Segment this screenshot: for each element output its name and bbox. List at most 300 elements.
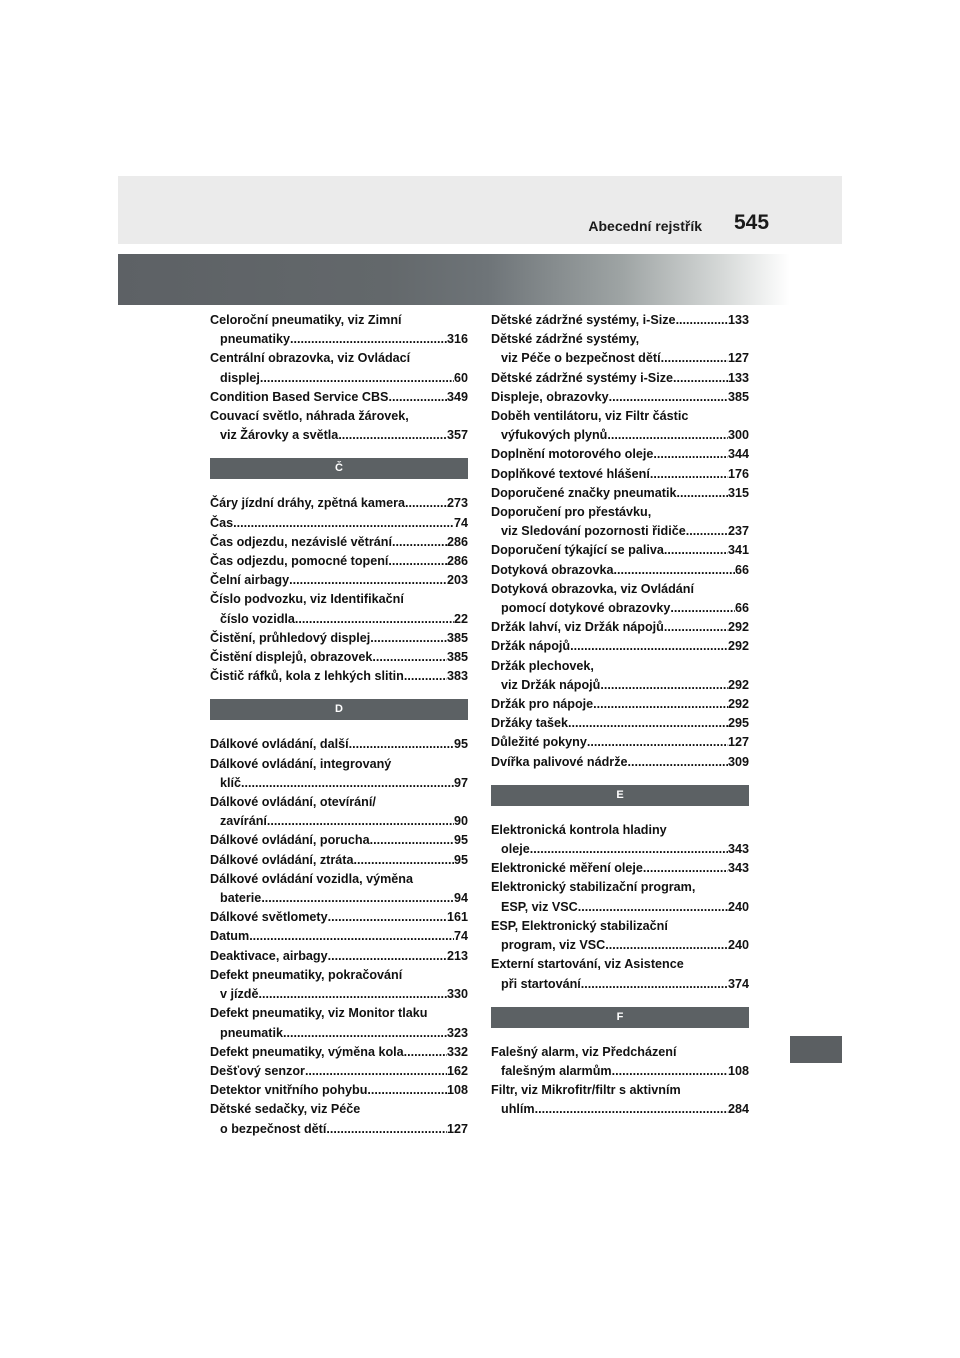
index-entry[interactable] <box>491 561 749 580</box>
entry-text: Čistění, průhledový displej <box>210 630 371 645</box>
index-entry[interactable] <box>210 1081 468 1100</box>
entry-line <box>210 1004 468 1023</box>
entry-text: Doplnění motorového oleje <box>491 447 654 462</box>
page-reference[interactable]: 108 <box>446 1083 468 1098</box>
page-reference[interactable]: 385 <box>446 650 468 665</box>
index-entry[interactable] <box>210 590 468 628</box>
index-entry[interactable] <box>210 494 468 513</box>
index-entry[interactable] <box>491 917 749 955</box>
index-entry[interactable] <box>491 445 749 464</box>
dot-leader <box>650 465 728 484</box>
entry-line <box>210 908 468 927</box>
dot-leader <box>261 889 454 908</box>
entry-line <box>491 599 749 618</box>
index-entry[interactable] <box>491 859 749 878</box>
page-reference[interactable]: 240 <box>727 938 749 953</box>
index-entry[interactable] <box>491 955 749 993</box>
entry-line <box>210 889 468 908</box>
dot-leader <box>233 514 454 533</box>
index-entry[interactable] <box>210 870 468 908</box>
entry-text: Dálkové světlomety <box>210 910 328 925</box>
entry-text: při startování <box>501 976 581 991</box>
index-entry[interactable] <box>210 629 468 648</box>
entry-line <box>491 898 749 917</box>
entry-line <box>210 793 468 812</box>
entry-line <box>491 445 749 464</box>
entry-text: Držák pro nápoje <box>491 697 594 712</box>
entry-line <box>491 1062 749 1081</box>
dot-leader <box>533 840 728 859</box>
dot-leader <box>404 667 447 686</box>
page-number: 545 <box>734 211 770 234</box>
entry-text: Čistění displejů, obrazovek <box>210 650 373 665</box>
entry-text: Displeje, obrazovky <box>491 389 609 404</box>
index-entry[interactable] <box>491 695 749 714</box>
page-reference[interactable]: 90 <box>453 814 468 829</box>
page-reference[interactable]: 330 <box>446 987 468 1002</box>
entry-line <box>210 407 468 426</box>
dot-leader <box>326 1120 447 1139</box>
dot-leader <box>686 522 728 541</box>
entry-line <box>210 966 468 985</box>
entry-line <box>491 388 749 407</box>
entry-line <box>210 349 468 368</box>
entry-text: Externí startování, viz Asistence <box>491 957 684 972</box>
entry-text: zavírání <box>220 814 267 829</box>
entry-line <box>491 637 749 656</box>
dot-leader <box>338 426 447 445</box>
entry-text: Čelní airbagy <box>210 573 290 588</box>
dot-leader <box>328 947 447 966</box>
entry-text: Elektronická kontrola hladiny <box>491 822 667 837</box>
page-reference[interactable]: 309 <box>727 754 749 769</box>
page-reference[interactable]: 349 <box>446 389 468 404</box>
index-entry[interactable] <box>491 503 749 541</box>
entry-line <box>491 695 749 714</box>
page-reference[interactable]: 323 <box>446 1025 468 1040</box>
entry-text: Dálkové ovládání, ztráta <box>210 852 354 867</box>
page-reference[interactable]: 95 <box>453 833 468 848</box>
dot-leader <box>578 898 728 917</box>
dot-leader <box>241 774 454 793</box>
index-entry[interactable] <box>491 465 749 484</box>
entry-text: Dotyková obrazovka <box>491 562 614 577</box>
entry-text: pomocí dotykové obrazovky <box>501 601 671 616</box>
index-entry[interactable] <box>210 1062 468 1081</box>
entry-line <box>210 851 468 870</box>
dot-leader <box>392 533 447 552</box>
page-reference[interactable]: 344 <box>727 447 749 462</box>
index-entry[interactable] <box>491 618 749 637</box>
entry-text: Doporučení pro přestávku, <box>491 505 652 520</box>
index-entry[interactable] <box>491 388 749 407</box>
page-reference[interactable]: 374 <box>727 976 749 991</box>
entry-text: viz Péče o bezpečnost dětí <box>501 351 661 366</box>
dot-leader <box>676 311 728 330</box>
entry-line <box>491 936 749 955</box>
dot-leader <box>612 1062 728 1081</box>
index-entry[interactable] <box>210 407 468 445</box>
entry-text: Defekt pneumatiky, výměna kola <box>210 1044 404 1059</box>
entry-text: Držáky tašek <box>491 716 569 731</box>
entry-line <box>491 1100 749 1119</box>
dot-leader <box>353 851 454 870</box>
entry-line <box>491 561 749 580</box>
entry-line <box>491 878 749 897</box>
entry-line <box>210 1024 468 1043</box>
page-reference[interactable]: 341 <box>727 543 749 558</box>
entry-line <box>210 610 468 629</box>
index-entry[interactable] <box>210 793 468 831</box>
entry-text: Číslo podvozku, viz Identifikační <box>210 592 404 607</box>
entry-line <box>210 735 468 754</box>
dot-leader <box>607 426 728 445</box>
dot-leader <box>661 349 728 368</box>
index-entry[interactable] <box>491 1043 749 1081</box>
page-reference[interactable]: 22 <box>453 611 468 626</box>
entry-line <box>491 465 749 484</box>
index-column-left <box>210 311 468 1139</box>
dot-leader <box>628 753 728 772</box>
entry-text: Držák plechovek, <box>491 658 594 673</box>
page-reference[interactable]: 95 <box>453 737 468 752</box>
index-entry[interactable] <box>491 878 749 916</box>
entry-line <box>210 812 468 831</box>
entry-text: Čáry jízdní dráhy, zpětná kamera <box>210 496 406 511</box>
entry-line <box>491 330 749 349</box>
dot-leader <box>613 561 735 580</box>
dot-leader <box>367 1081 447 1100</box>
page-reference[interactable]: 343 <box>727 842 749 857</box>
dot-leader <box>568 714 728 733</box>
entry-text: Držák nápojů <box>491 639 571 654</box>
dot-leader <box>328 908 447 927</box>
index-entry[interactable] <box>210 1100 468 1138</box>
index-entry[interactable] <box>210 648 468 667</box>
entry-line <box>210 494 468 513</box>
entry-text: viz Sledování pozornosti řidiče <box>501 524 686 539</box>
entry-text: Defekt pneumatiky, pokračování <box>210 967 403 982</box>
page-reference[interactable]: 176 <box>727 466 749 481</box>
entry-line <box>491 821 749 840</box>
dot-leader <box>259 985 447 1004</box>
letter-heading: E <box>491 785 749 806</box>
page-reference[interactable]: 240 <box>727 899 749 914</box>
entry-text: Falešný alarm, viz Předcházení <box>491 1044 677 1059</box>
dot-leader <box>405 494 447 513</box>
index-entry[interactable] <box>210 552 468 571</box>
entry-text: Datum <box>210 929 250 944</box>
entry-text: Filtr, viz Mikrofitr/filtr s aktivním <box>491 1083 681 1098</box>
index-column-right <box>491 311 749 1120</box>
entry-text: Centrální obrazovka, viz Ovládací <box>210 351 411 366</box>
entry-text: výfukových plynů <box>501 428 608 443</box>
page-reference[interactable]: 316 <box>446 332 468 347</box>
page-reference[interactable]: 300 <box>727 428 749 443</box>
entry-line <box>491 426 749 445</box>
entry-line <box>491 975 749 994</box>
entry-line <box>210 648 468 667</box>
index-entry[interactable] <box>491 330 749 368</box>
index-entry[interactable] <box>491 1081 749 1119</box>
dot-leader <box>404 1043 447 1062</box>
index-entry[interactable] <box>210 966 468 1004</box>
dot-leader <box>249 927 454 946</box>
page-reference[interactable]: 292 <box>727 639 749 654</box>
entry-line <box>491 955 749 974</box>
dot-leader <box>653 445 728 464</box>
page-reference[interactable]: 286 <box>446 554 468 569</box>
entry-text: Dálkové ovládání vozidla, výměna <box>210 871 413 886</box>
index-entry[interactable] <box>491 637 749 656</box>
page-reference[interactable]: 385 <box>446 630 468 645</box>
entry-text: baterie <box>220 891 262 906</box>
index-entry[interactable] <box>491 407 749 445</box>
entry-text: pneumatik <box>220 1025 283 1040</box>
entry-line <box>491 676 749 695</box>
index-entry[interactable] <box>210 349 468 387</box>
entry-line <box>210 1120 468 1139</box>
dot-leader <box>605 936 728 955</box>
page-reference[interactable]: 127 <box>727 351 749 366</box>
dot-leader <box>587 733 728 752</box>
entry-line <box>210 927 468 946</box>
entry-text: program, viz VSC <box>501 938 606 953</box>
index-entry[interactable] <box>491 714 749 733</box>
entry-text: Důležité pokyny <box>491 735 587 750</box>
dot-leader <box>676 484 728 503</box>
page-reference[interactable]: 343 <box>727 861 749 876</box>
page-reference[interactable]: 74 <box>453 929 468 944</box>
page-reference[interactable]: 66 <box>734 601 749 616</box>
page-reference[interactable]: 315 <box>727 485 749 500</box>
entry-text: klíč <box>220 775 242 790</box>
page-reference[interactable]: 94 <box>453 891 468 906</box>
entry-line <box>491 753 749 772</box>
page-reference[interactable]: 292 <box>727 677 749 692</box>
index-entry[interactable] <box>491 369 749 388</box>
entry-line <box>491 1081 749 1100</box>
dot-leader <box>283 1024 447 1043</box>
index-entry[interactable] <box>210 851 468 870</box>
page-reference[interactable]: 95 <box>453 852 468 867</box>
index-entry[interactable] <box>491 821 749 859</box>
entry-text: Dětské zádržné systémy, i-Size <box>491 313 676 327</box>
entry-text: Čas odjezdu, nezávislé větrání <box>210 534 392 549</box>
entry-text: Doplňkové textové hlášení <box>491 466 650 481</box>
entry-text: Čas <box>210 515 234 530</box>
entry-text: Condition Based Service CBS <box>210 389 389 404</box>
entry-line <box>491 1043 749 1062</box>
entry-text: Dálkové ovládání, porucha <box>210 833 370 848</box>
index-entry[interactable] <box>210 947 468 966</box>
entry-line <box>210 831 468 850</box>
dot-leader <box>370 831 454 850</box>
entry-text: Elektronický stabilizační program, <box>491 880 696 895</box>
entry-text: Elektronické měření oleje <box>491 861 643 876</box>
entry-line <box>491 917 749 936</box>
entry-text: displej <box>220 370 260 385</box>
dot-leader <box>370 629 447 648</box>
dot-leader <box>609 388 728 407</box>
entry-text: Dálkové ovládání, další <box>210 737 349 752</box>
index-entry[interactable] <box>491 580 749 618</box>
page-reference[interactable]: 66 <box>734 562 749 577</box>
entry-line <box>491 859 749 878</box>
page-reference[interactable]: 295 <box>727 716 749 731</box>
entry-line <box>491 349 749 368</box>
entry-text: Doběh ventilátoru, viz Filtr částic <box>491 409 689 424</box>
page-reference[interactable]: 203 <box>446 573 468 588</box>
dot-leader <box>664 541 728 560</box>
entry-line <box>210 947 468 966</box>
entry-line <box>210 514 468 533</box>
entry-line <box>210 533 468 552</box>
index-entry[interactable] <box>491 753 749 772</box>
entry-line <box>210 311 468 330</box>
dot-leader <box>664 618 728 637</box>
entry-text: ESP, viz VSC <box>501 899 578 914</box>
thumb-index-tab <box>790 1036 842 1063</box>
entry-line <box>491 311 749 330</box>
dot-leader <box>290 330 447 349</box>
entry-text: o bezpečnost dětí <box>220 1121 327 1136</box>
page-reference[interactable]: 357 <box>446 428 468 443</box>
dot-leader <box>295 610 454 629</box>
entry-line <box>491 407 749 426</box>
page-reference[interactable]: 332 <box>446 1044 468 1059</box>
dot-leader <box>581 975 728 994</box>
page-reference[interactable]: 292 <box>727 620 749 635</box>
entry-text: Defekt pneumatiky, viz Monitor tlaku <box>210 1006 428 1021</box>
entry-text: Celoroční pneumatiky, viz Zimní <box>210 313 402 327</box>
entry-text: falešným alarmům <box>501 1063 612 1078</box>
entry-text: Dětské sedačky, viz Péče <box>210 1102 361 1117</box>
page-reference[interactable]: 133 <box>727 370 749 385</box>
entry-line <box>210 774 468 793</box>
entry-line <box>210 1100 468 1119</box>
entry-line <box>210 426 468 445</box>
page-reference[interactable]: 127 <box>446 1121 468 1136</box>
page-reference[interactable]: 237 <box>727 524 749 539</box>
index-entry[interactable] <box>210 311 468 349</box>
page-reference[interactable]: 284 <box>727 1102 749 1117</box>
page-reference[interactable]: 273 <box>446 496 468 511</box>
entry-text: Deaktivace, airbagy <box>210 948 328 963</box>
entry-text: pneumatiky <box>220 332 290 347</box>
entry-line <box>210 571 468 590</box>
page-reference[interactable]: 162 <box>446 1063 468 1078</box>
entry-text: Couvací světlo, náhrada žárovek, <box>210 409 409 424</box>
dot-leader <box>643 859 728 878</box>
page-reference[interactable]: 60 <box>453 370 468 385</box>
page-reference[interactable]: 213 <box>446 948 468 963</box>
entry-text: Doporučené značky pneumatik <box>491 485 677 500</box>
index-entry[interactable] <box>210 514 468 533</box>
dot-leader <box>670 599 735 618</box>
page-reference[interactable]: 286 <box>446 534 468 549</box>
entry-text: v jízdě <box>220 987 259 1002</box>
entry-line <box>210 552 468 571</box>
entry-text: Dětské zádržné systémy, <box>491 332 640 347</box>
entry-line <box>210 870 468 889</box>
dot-leader <box>260 369 454 388</box>
entry-text: ESP, Elektronický stabilizační <box>491 918 668 933</box>
entry-text: Dešťový senzor <box>210 1063 305 1078</box>
page-reference[interactable]: 127 <box>727 735 749 750</box>
entry-line <box>491 484 749 503</box>
entry-line <box>210 1081 468 1100</box>
index-entry[interactable] <box>491 541 749 560</box>
index-entry[interactable] <box>210 571 468 590</box>
page-reference[interactable]: 108 <box>727 1063 749 1078</box>
page-reference[interactable]: 383 <box>446 669 468 684</box>
entry-text: Detektor vnitřního pohybu <box>210 1083 368 1098</box>
dot-leader <box>372 648 447 667</box>
entry-line <box>210 330 468 349</box>
letter-heading: F <box>491 1007 749 1028</box>
entry-text: Dálkové ovládání, otevírání/ <box>210 795 376 810</box>
index-entry[interactable] <box>210 388 468 407</box>
page-reference[interactable]: 133 <box>727 313 749 327</box>
entry-text: viz Žárovky a světla <box>220 428 339 443</box>
index-entry[interactable] <box>210 1043 468 1062</box>
index-entry[interactable] <box>210 735 468 754</box>
letter-heading: Č <box>210 458 468 479</box>
entry-text: číslo vozidla <box>220 611 295 626</box>
entry-line <box>491 840 749 859</box>
index-entry[interactable] <box>210 1004 468 1042</box>
entry-text: uhlím <box>501 1102 535 1117</box>
index-entry[interactable] <box>210 533 468 552</box>
index-entry[interactable] <box>210 927 468 946</box>
dot-leader <box>388 552 447 571</box>
index-entry[interactable] <box>210 667 468 686</box>
index-entry[interactable] <box>210 755 468 793</box>
entry-line <box>210 388 468 407</box>
dot-leader <box>535 1100 728 1119</box>
entry-line <box>210 667 468 686</box>
page-reference[interactable]: 161 <box>446 910 468 925</box>
dot-leader <box>600 676 728 695</box>
index-entry[interactable] <box>210 831 468 850</box>
page-reference[interactable]: 385 <box>727 389 749 404</box>
dot-leader <box>673 369 728 388</box>
dot-leader <box>388 388 447 407</box>
entry-line <box>491 618 749 637</box>
index-entry[interactable] <box>491 484 749 503</box>
entry-text: Dětské zádržné systémy i-Size <box>491 370 673 385</box>
entry-text: viz Držák nápojů <box>501 677 601 692</box>
entry-text: Čistič ráfků, kola z lehkých slitin <box>210 669 404 684</box>
entry-line <box>491 580 749 599</box>
dot-leader <box>349 735 454 754</box>
entry-line <box>491 369 749 388</box>
page-reference[interactable]: 292 <box>727 697 749 712</box>
dot-leader <box>267 812 454 831</box>
index-entry[interactable] <box>491 657 749 695</box>
page-reference[interactable]: 74 <box>453 515 468 530</box>
entry-line <box>210 1062 468 1081</box>
section-title: Abecední rejstřík <box>588 218 702 234</box>
entry-line <box>210 1043 468 1062</box>
index-entry[interactable] <box>210 908 468 927</box>
entry-text: Držák lahví, viz Držák nápojů <box>491 620 664 635</box>
page-reference[interactable]: 97 <box>453 775 468 790</box>
index-entry[interactable] <box>491 733 749 752</box>
index-entry[interactable] <box>491 311 749 330</box>
entry-text: Doporučení týkající se paliva <box>491 543 664 558</box>
